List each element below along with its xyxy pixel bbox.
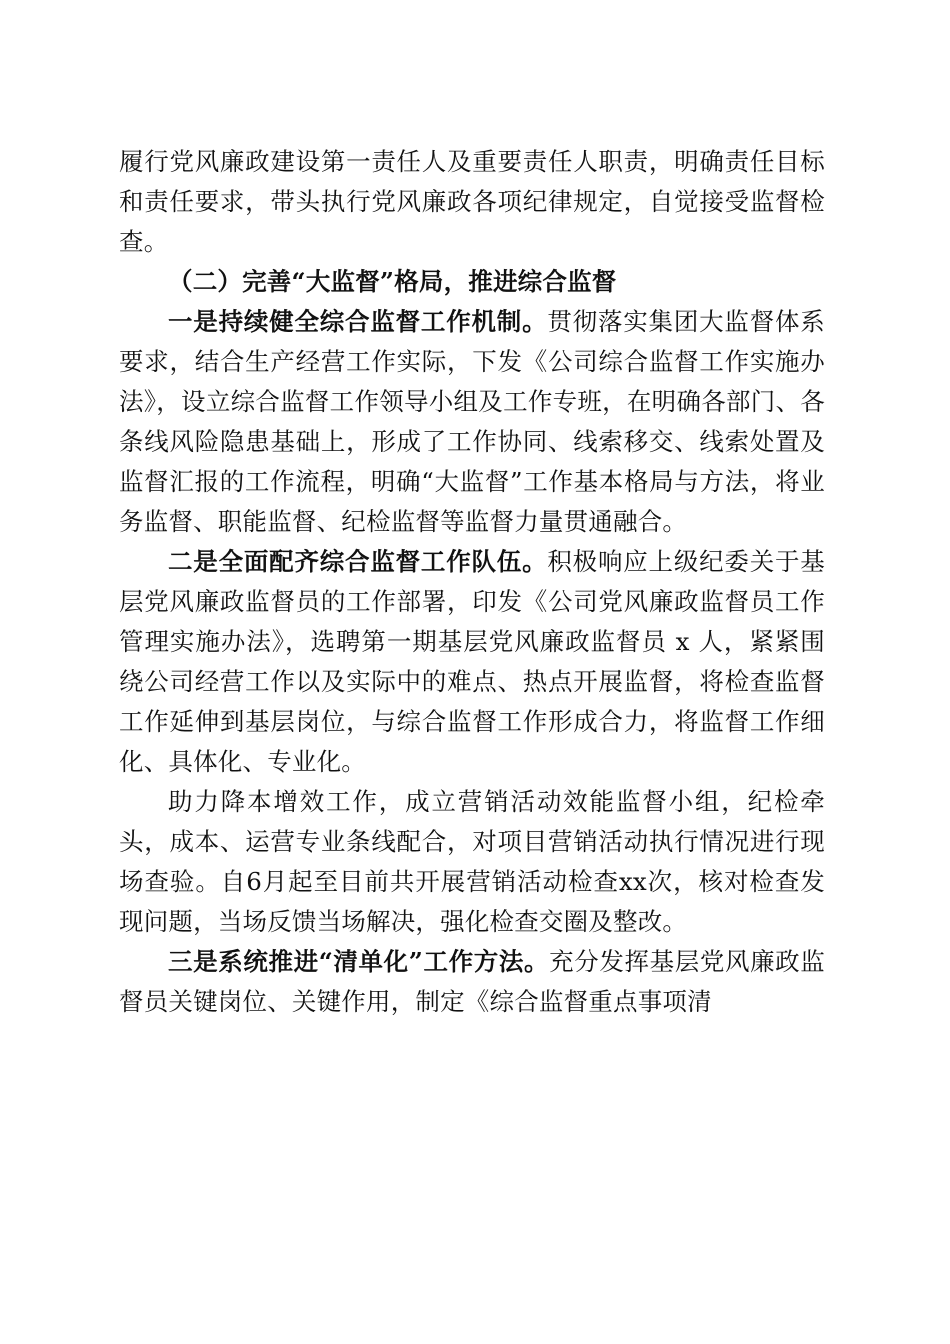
paragraph-text: 履行党风廉政建设第一责任人及重要责任人职责，明确责任目标和责任要求，带头执行党风廉政各项纪律规定，自觉接受监督检查。: [119, 147, 825, 256]
section-heading-big-supervision: [119, 262, 825, 302]
paragraph-mechanism: [119, 302, 825, 542]
section-heading-text: （二）完善“大监督”格局，推进综合监督: [168, 267, 617, 296]
document-page: [119, 142, 825, 1022]
paragraph-team: [119, 542, 825, 782]
paragraph-text: 充分发挥基层党风廉政监督员关键岗位、关键作用，制定《综合监督重点事项清: [119, 947, 826, 1016]
paragraph-text: 积极响应上级纪委关于基层党风廉政监督员的工作部署，印发《公司党风廉政监督员工作管理实施办法》，选聘第一期基层党风廉政监督员 x 人，紧紧围绕公司经营工作以及实际中的难点、热点开展监督，将检查监督工作延伸到基层岗位，与综合监督工作形成合力，将监督工作细化、具体化、专业化。: [119, 547, 826, 776]
paragraph-checklist: [119, 942, 825, 1022]
paragraph-lead: 一是持续健全综合监督工作机制。: [168, 307, 548, 336]
paragraph-lead: 二是全面配齐综合监督工作队伍。: [168, 547, 548, 576]
paragraph-text: 贯彻落实集团大监督体系要求，结合生产经营工作实际，下发《公司综合监督工作实施办法》，设立综合监督工作领导小组及工作专班，在明确各部门、各条线风险隐患基础上，形成了工作协同、线索移交、线索处置及监督汇报的工作流程，明确“大监督”工作基本格局与方法，将业务监督、职能监督、纪检监督等监督力量贯通融合。: [119, 307, 826, 536]
paragraph-text: 助力降本增效工作，成立营销活动效能监督小组，纪检牵头，成本、运营专业条线配合，对项目营销活动执行情况进行现场查验。自6月起至目前共开展营销活动检查xx次，核对检查发现问题，当场反馈当场解决，强化检查交圈及整改。: [119, 787, 825, 936]
paragraph-responsibility: [119, 142, 825, 262]
paragraph-lead: 三是系统推进“清单化”工作方法。: [168, 947, 550, 976]
paragraph-cost-efficiency: [119, 782, 825, 942]
